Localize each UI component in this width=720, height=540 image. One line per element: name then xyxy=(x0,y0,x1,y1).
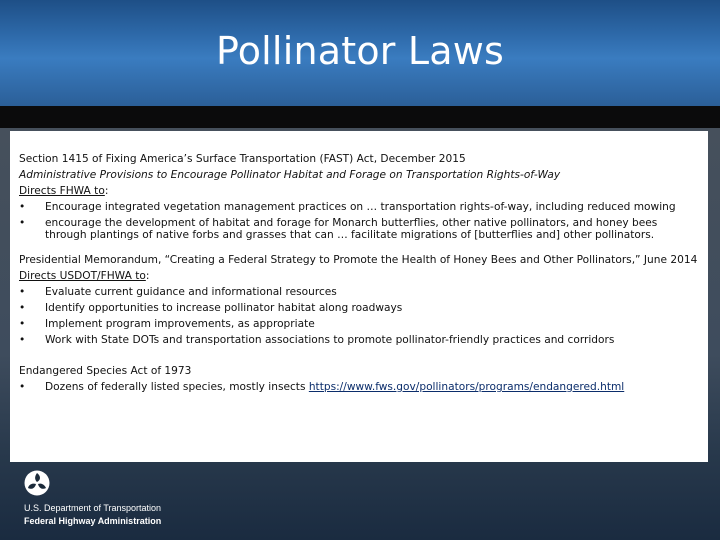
slide-title: Pollinator Laws xyxy=(215,29,505,73)
fast-act-directs xyxy=(19,183,699,199)
list-item xyxy=(19,300,699,316)
memo-directs xyxy=(19,268,699,284)
fast-act-heading: Section 1415 of Fixing America’s Surface Transportation (FAST) Act, December 2015 xyxy=(19,153,466,165)
list-item xyxy=(19,199,699,215)
list-item xyxy=(19,215,699,243)
memo-directs-colon: : xyxy=(145,270,150,282)
bullet-icon: • xyxy=(19,381,26,393)
list-item-text: encourage the development of habitat and forage for Monarch butterflies, other native pollinators, and honey bees through plantings of native forbs and grasses that can … facilitate migrations of [butterflies and] other pollinators. xyxy=(45,217,658,241)
list-item-text: Evaluate current guidance and informational resources xyxy=(45,286,337,298)
list-item xyxy=(19,379,699,395)
esa-bullet-text: Dozens of federally listed species, mostly insects xyxy=(45,381,309,393)
list-item xyxy=(19,316,699,332)
list-item-text: Work with State DOTs and transportation associations to promote pollinator-friendly practices and corridors xyxy=(45,334,615,346)
bullet-icon: • xyxy=(19,302,26,314)
list-item xyxy=(19,332,699,348)
memo-directs-label: Directs USDOT/FHWA to xyxy=(19,270,146,282)
fast-act-subtitle: Administrative Provisions to Encourage Pollinator Habitat and Forage on Transportation Rights-of-Way xyxy=(19,169,561,181)
bullet-icon: • xyxy=(19,286,26,298)
footer-department: U.S. Department of Transportation xyxy=(24,503,162,513)
memo-heading: Presidential Memorandum, “Creating a Federal Strategy to Promote the Health of Honey Bees and Other Pollinators,” June 2014 xyxy=(19,254,698,266)
list-item-text: Implement program improvements, as appropriate xyxy=(45,318,315,330)
list-item-text: Encourage integrated vegetation management practices on … transportation rights-of-way, including reduced mowing xyxy=(45,201,676,213)
title-bar xyxy=(0,0,720,106)
content-panel xyxy=(10,131,708,462)
bullet-icon: • xyxy=(19,334,26,346)
bullet-icon: • xyxy=(19,217,26,229)
fast-act-directs-label: Directs FHWA to xyxy=(19,185,105,197)
title-divider xyxy=(0,106,720,128)
fws-endangered-link[interactable]: https://www.fws.gov/pollinators/programs/endangered.html xyxy=(308,381,625,393)
footer-agency xyxy=(24,502,161,528)
fast-act-directs-colon: : xyxy=(104,185,109,197)
list-item-text: Identify opportunities to increase pollinator habitat along roadways xyxy=(45,302,403,314)
list-item xyxy=(19,284,699,300)
dot-triskelion-logo-icon xyxy=(24,470,50,496)
footer-administration: Federal Highway Administration xyxy=(24,516,162,526)
bullet-icon: • xyxy=(19,318,26,330)
esa-heading: Endangered Species Act of 1973 xyxy=(19,365,192,377)
bullet-icon: • xyxy=(19,201,26,213)
